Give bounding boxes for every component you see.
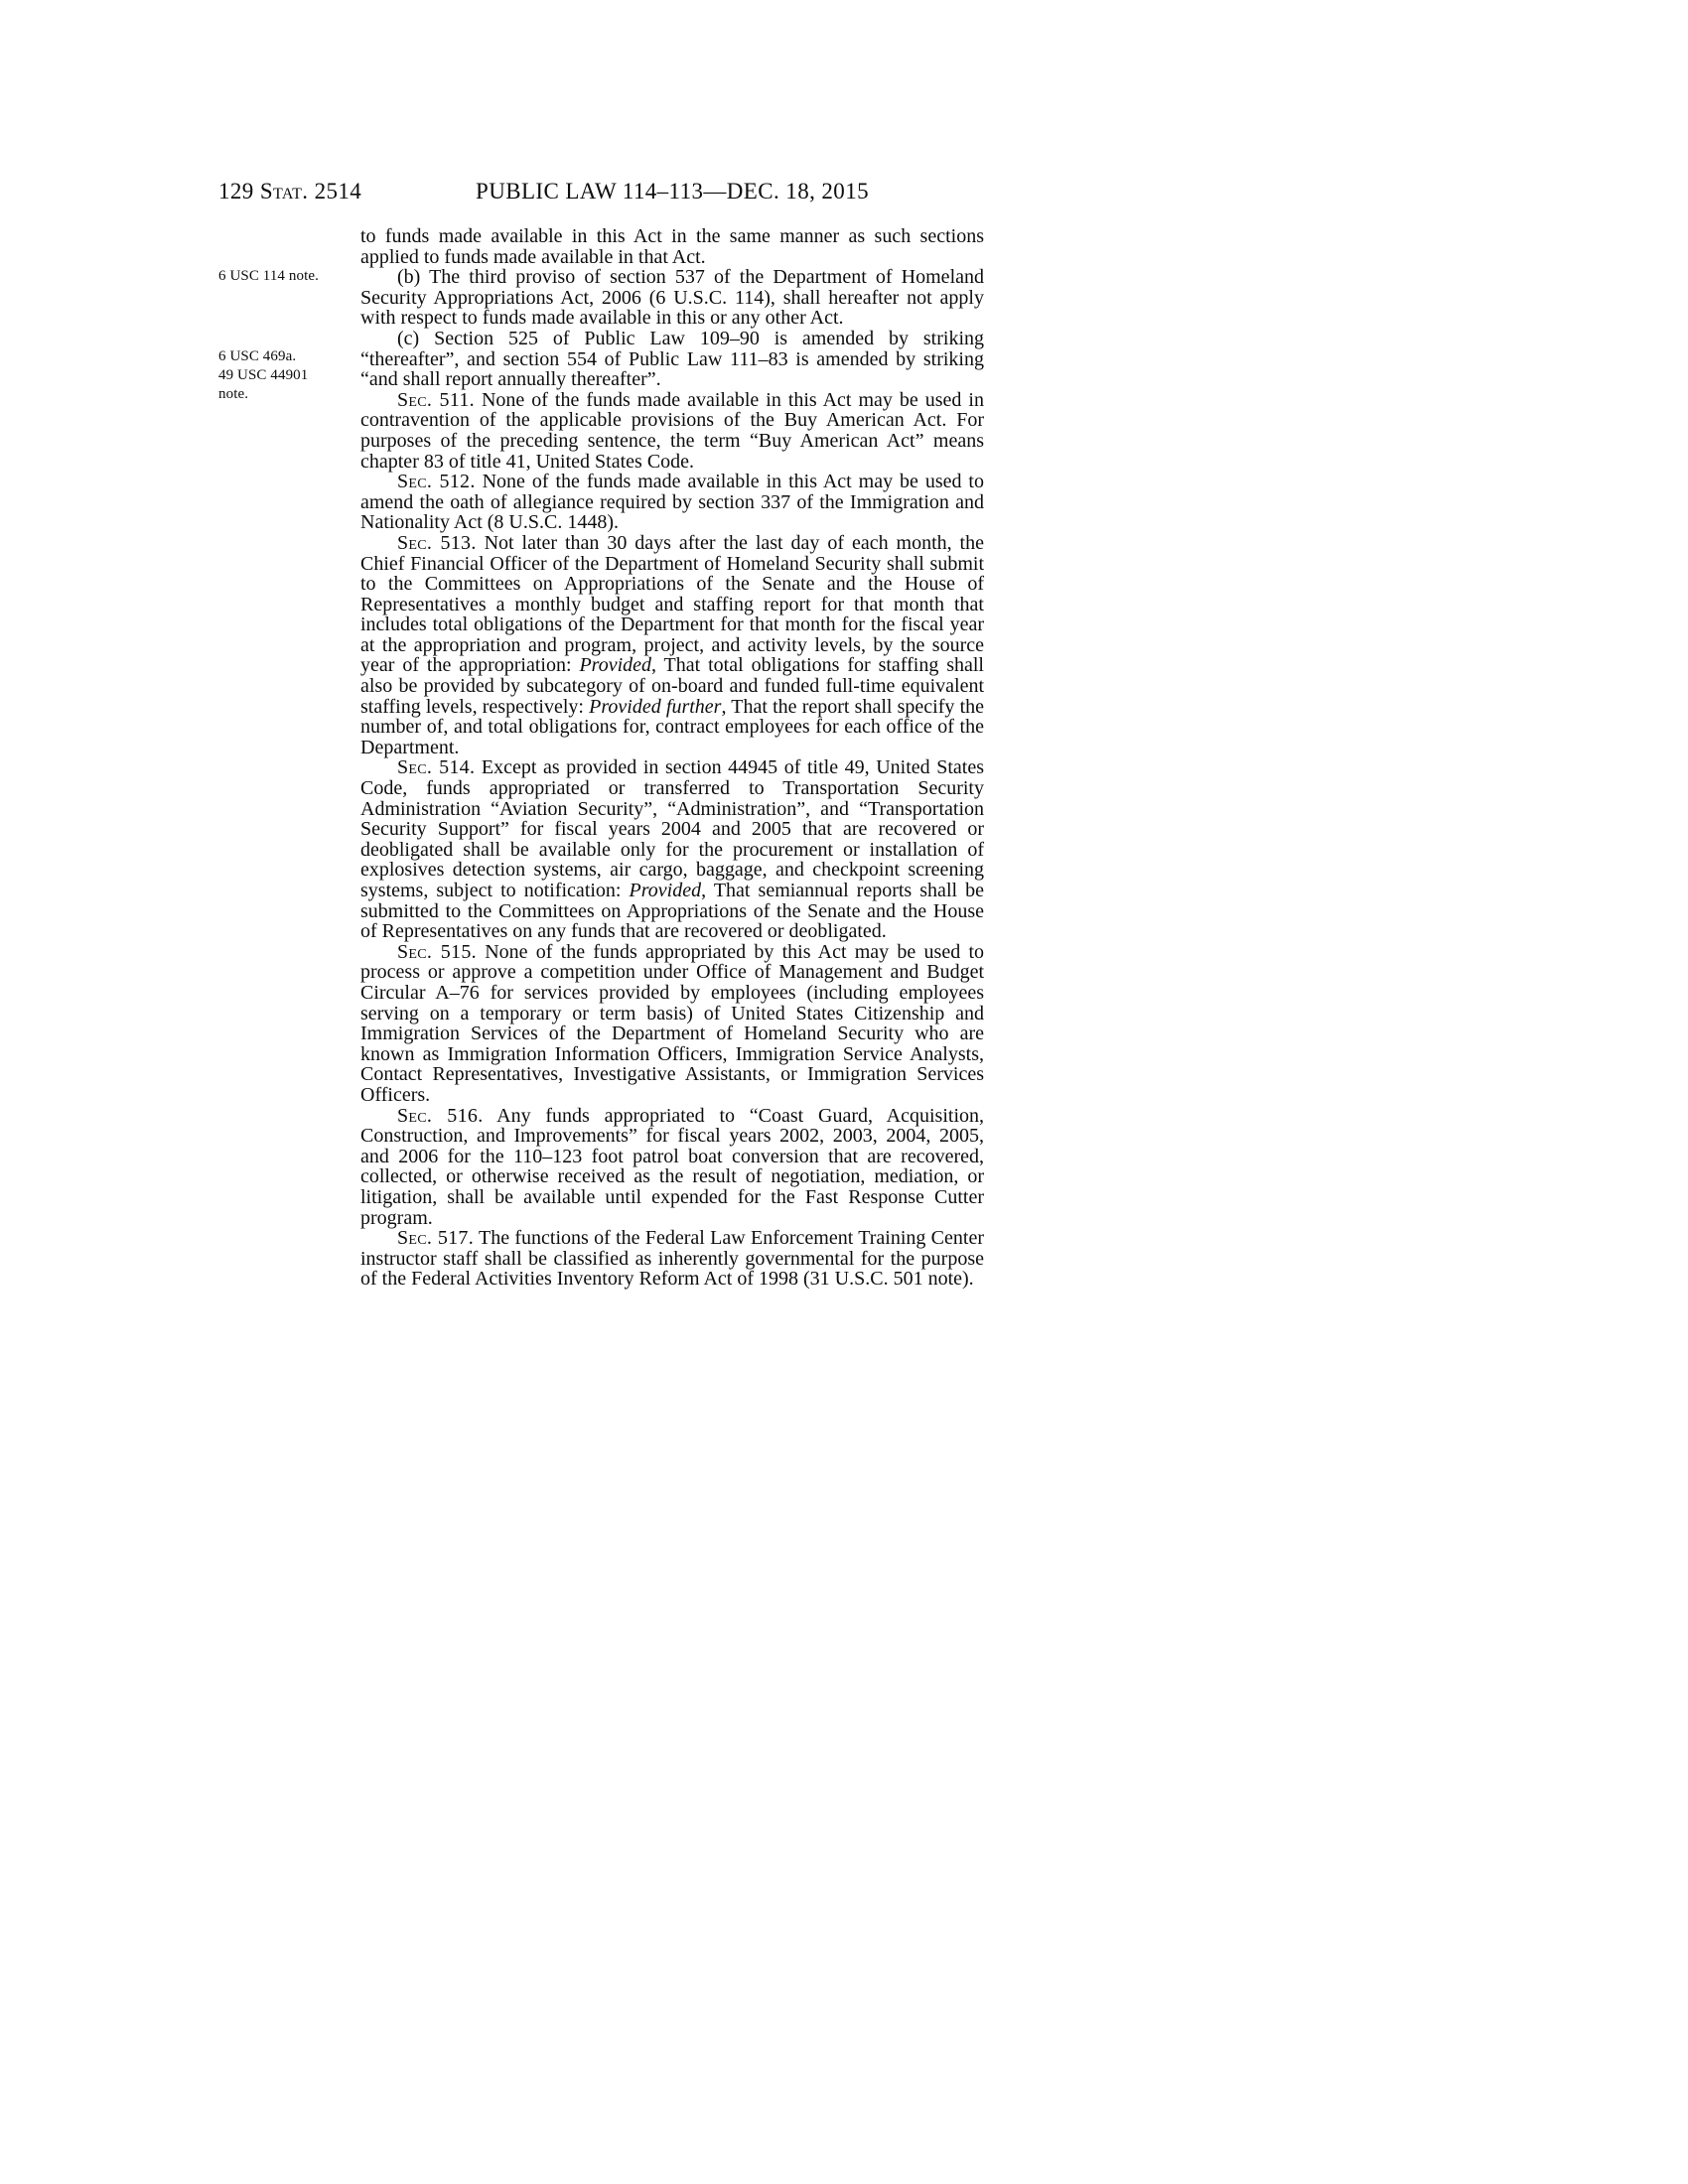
text-segment: Not later than 30 days after the last day of each month, the Chief Financial Officer of the Department of Homeland Security shall submit to the Committees on Appropriations of the Senate and the House of Representatives a monthly budget and staffing report for that month that includes total obligations of the Department for that month for the fiscal year at the appropriation and program, project, and activity levels, by the source year of the appropriation: bbox=[360, 531, 984, 677]
paragraph bbox=[360, 390, 984, 472]
text-segment: Sec. 512. bbox=[397, 471, 476, 493]
text-segment: Sec. 516. bbox=[397, 1104, 484, 1127]
text-segment: None of the funds appropriated by this Act may be used to process or approve a competition under Office of Management and Budget Circular A–76 for services provided by employees (including employees serving on a temporary or term basis) of United States Citizenship and Immigration Services of the Department of Homeland Security who are known as Immigration Information Officers, Immigration Service Analysts, Contact Representatives, Investigative Assistants, or Immigration Services Officers. bbox=[360, 940, 985, 1106]
law-title-header: PUBLIC LAW 114–113—DEC. 18, 2015 bbox=[476, 179, 869, 204]
paragraph bbox=[360, 226, 984, 267]
text-segment: , That semiannual reports shall be submitted to the Committees on Appropriations of the Senate and the House of Representatives on any funds that are recovered or deobligated. bbox=[360, 880, 984, 943]
margin-note-usc-114: 6 USC 114 note. bbox=[218, 268, 319, 284]
text-segment: Sec. 515. bbox=[397, 940, 477, 963]
text-segment: , That total obligations for staffing shall also be provided by subcategory of on-board and funded full-time equivalent staffing levels, respectively: bbox=[360, 654, 984, 718]
text-segment: to funds made available in this Act in the same manner as such sections applied to funds made available in that Act. bbox=[360, 225, 984, 268]
text-segment: Provided bbox=[579, 654, 652, 677]
paragraph bbox=[360, 1106, 984, 1229]
text-segment: Except as provided in section 44945 of title 49, United States Code, funds appropriated or transferred to Transportation Security Administration “Aviation Security”, “Administration”, and “Transportation Security Support” for fiscal years 2004 and 2005 that are recovered or deobligated shall be available only for the procurement or installation of explosives detection systems, air cargo, baggage, and checkpoint screening systems, subject to notification: bbox=[360, 756, 984, 901]
paragraph bbox=[360, 757, 984, 941]
text-segment: Sec. 517. bbox=[397, 1227, 475, 1250]
text-segment: Sec. 513. bbox=[397, 531, 477, 554]
paragraph bbox=[360, 1228, 984, 1290]
text-segment: None of the funds made available in this Act may be used to amend the oath of allegiance required by section 337 of the Immigration and Nationality Act (8 U.S.C. 1448). bbox=[360, 471, 984, 534]
paragraph bbox=[360, 472, 984, 533]
paragraph bbox=[360, 942, 984, 1106]
text-segment: Sec. 511. bbox=[397, 388, 475, 411]
statute-body bbox=[360, 226, 984, 1290]
text-segment: Sec. 514. bbox=[397, 756, 476, 779]
text-segment: Provided bbox=[629, 880, 702, 901]
text-segment: , That the report shall specify the number of, and total obligations for, contract employees for each office of the Department. bbox=[360, 695, 984, 758]
stat-page-number: 129 Stat. 2514 bbox=[218, 179, 362, 204]
text-segment: Any funds appropriated to “Coast Guard, Acquisition, Construction, and Improvements” for fiscal years 2002, 2003, 2004, 2005, and 2006 for the 110–123 foot patrol boat conversion that are recovered, collected, or otherwise received as the result of negotiation, mediation, or litigation, shall be available until expended for the Fast Response Cutter program. bbox=[360, 1104, 984, 1229]
text-segment: The functions of the Federal Law Enforcement Training Center instructor staff shall be classified as inherently governmental for the purpose of the Federal Activities Inventory Reform Act of 1998 (31 U.S.C. 501 note). bbox=[360, 1227, 984, 1291]
paragraph bbox=[360, 533, 984, 758]
text-segment: (c) Section 525 of Public Law 109–90 is amended by striking “thereafter”, and section 554 of Public Law 111–83 is amended by striking “and shall report annually thereafter”. bbox=[360, 327, 984, 391]
margin-note-usc-44901: 49 USC 44901 note. bbox=[218, 367, 309, 402]
text-segment: Provided further bbox=[589, 695, 722, 718]
paragraph bbox=[360, 267, 984, 329]
text-segment: None of the funds made available in this Act may be used in contravention of the applicable provisions of the Buy American Act. For purposes of the preceding sentence, the term “Buy American Act” means chapter 83 of title 41, United States Code. bbox=[360, 388, 984, 473]
text-segment: (b) The third proviso of section 537 of the Department of Homeland Security Appropriations Act, 2006 (6 U.S.C. 114), shall hereafter not apply with respect to funds made available in this or any other Act. bbox=[360, 266, 984, 330]
paragraph bbox=[360, 329, 984, 390]
margin-note-usc-469a: 6 USC 469a. bbox=[218, 348, 297, 364]
